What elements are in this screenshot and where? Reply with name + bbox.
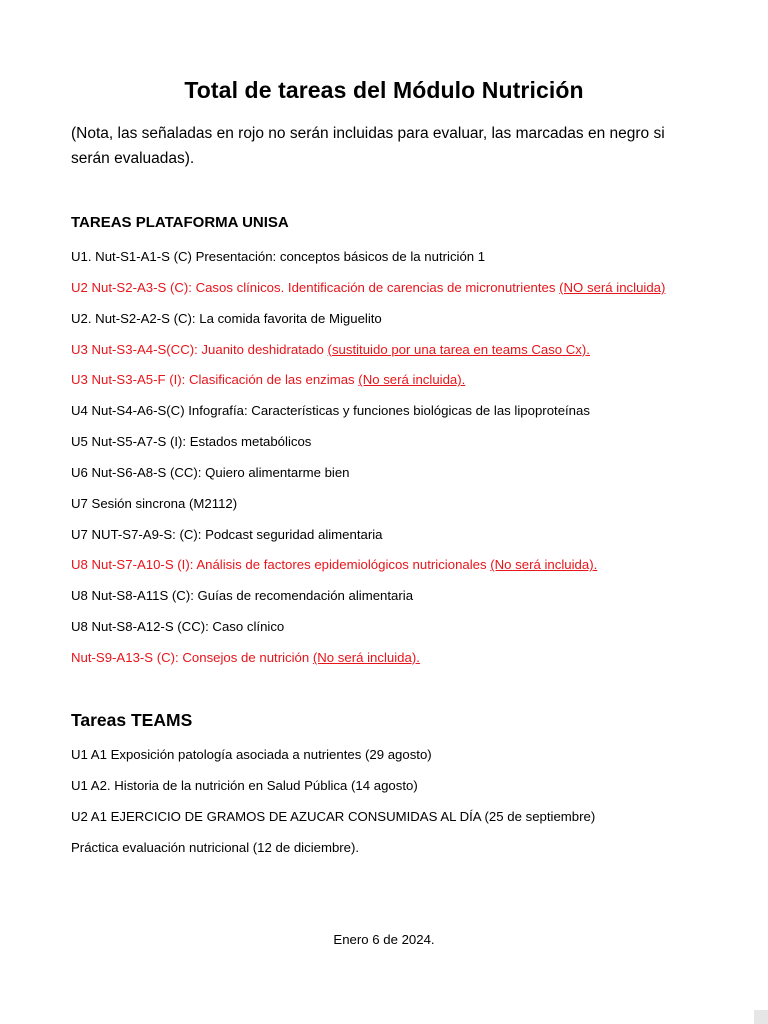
task-text: U2 Nut-S2-A3-S (C): Casos clínicos. Identificación de carencias de micronutrientes [71, 279, 560, 295]
teams-task-list [71, 745, 731, 869]
task-item [71, 401, 731, 432]
exclusion-note-link[interactable]: (NO será incluida) [559, 279, 666, 295]
teams-section-heading: Tareas TEAMS [71, 710, 193, 730]
task-text: U6 Nut-S6-A8-S (CC): Quiero alimentarme bien [71, 464, 350, 480]
task-item [71, 309, 731, 340]
teams-task-item: U1 A2. Historia de la nutrición en Salud Pública (14 agosto) [71, 778, 418, 793]
task-text: U3 Nut-S3-A5-F (I): Clasificación de las enzimas [71, 372, 359, 388]
task-text: U8 Nut-S8-A12-S (CC): Caso clínico [71, 619, 285, 635]
excluded-task-item [71, 370, 731, 401]
task-item [71, 494, 731, 525]
task-text: U1. Nut-S1-A1-S (C) Presentación: conceptos básicos de la nutrición 1 [71, 249, 486, 264]
excluded-task-item [71, 648, 731, 679]
excluded-task-item [71, 340, 731, 371]
teams-task-item: Práctica evaluación nutricional (12 de diciembre). [71, 840, 360, 855]
task-text: U7 Sesión sincrona (M2112) [71, 495, 238, 511]
task-item [71, 586, 731, 617]
exclusion-note-link[interactable]: (No será incluida). [312, 649, 420, 665]
excluded-task-item [71, 278, 731, 309]
task-item [71, 617, 731, 648]
unisa-section-heading: TAREAS PLATAFORMA UNISA [71, 214, 289, 231]
task-text: U4 Nut-S4-A6-S(C) Infografía: Características y funciones biológicas de las lipoproteínas [71, 403, 590, 419]
exclusion-note-link[interactable]: (No será incluida). [490, 557, 598, 573]
task-text: U8 Nut-S7-A10-S (I): Análisis de factores epidemiológicos nutricionales [71, 557, 491, 573]
task-text: Nut-S9-A13-S (C): Consejos de nutrición [71, 649, 313, 665]
task-text: U8 Nut-S8-A11S (C): Guías de recomendación alimentaria [71, 588, 414, 604]
evaluation-note: (Nota, las señaladas en rojo no serán incluidas para evaluar, las marcadas en negro si serán evaluadas). [71, 125, 665, 167]
exclusion-note-link[interactable]: (sustituido por una tarea en teams Caso Cx). [327, 341, 590, 357]
document-date: Enero 6 de 2024. [333, 932, 435, 947]
excluded-task-item [71, 555, 731, 586]
unisa-task-list [71, 247, 731, 679]
task-item [71, 432, 731, 463]
task-text: U5 Nut-S5-A7-S (I): Estados metabólicos [71, 434, 312, 450]
page-corner [754, 1010, 768, 1024]
exclusion-note-link[interactable]: (No será incluida). [358, 372, 466, 388]
task-item [71, 247, 731, 278]
teams-task-item: U2 A1 EJERCICIO DE GRAMOS DE AZUCAR CONSUMIDAS AL DÍA (25 de septiembre) [71, 809, 596, 824]
task-text: U7 NUT-S7-A9-S: (C): Podcast seguridad alimentaria [71, 526, 383, 542]
task-text: U3 Nut-S3-A4-S(CC): Juanito deshidratado [71, 341, 328, 357]
task-item [71, 525, 731, 556]
task-item [71, 463, 731, 494]
teams-task-item: U1 A1 Exposición patología asociada a nutrientes (29 agosto) [71, 747, 432, 762]
task-text: U2. Nut-S2-A2-S (C): La comida favorita de Miguelito [71, 310, 382, 326]
document-title: Total de tareas del Módulo Nutrición [184, 77, 584, 103]
